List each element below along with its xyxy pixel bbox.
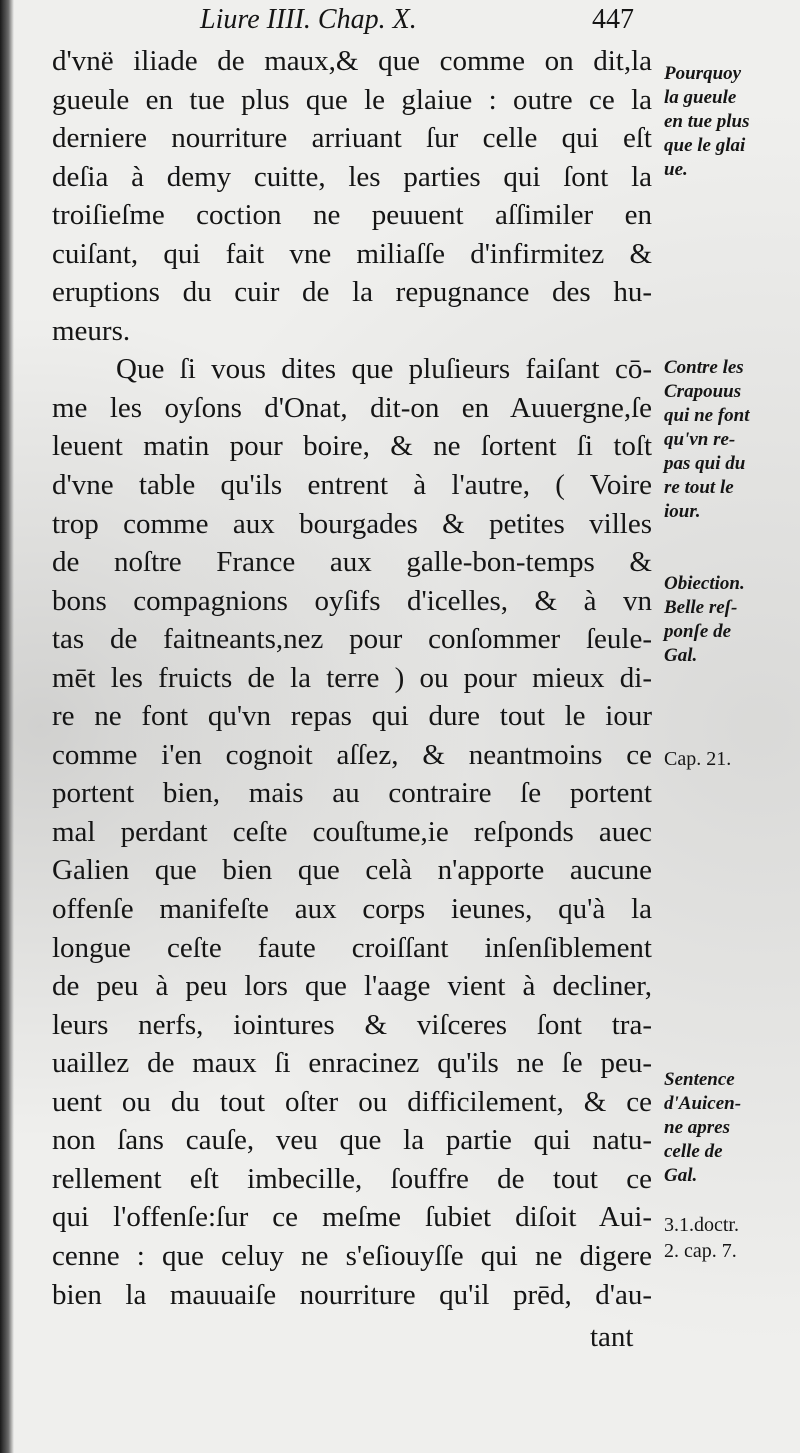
margin-note-gueule [664,62,794,182]
margin-note-line: iour. [664,501,701,522]
margin-note-line: que le glai [664,135,746,156]
text-line: de noſtre France aux galle-bon-temps & [52,546,652,579]
text-line: rellement eſt imbecille, ſouffre de tout ce [52,1162,652,1195]
text-line: deſia à demy cuitte, les parties qui ſont la [52,160,652,193]
margin-note-line: ponſe de [664,621,732,642]
margin-note-line: Belle reſ- [664,597,738,618]
text-line: longue ceſte faute croiſſant inſenſiblement [52,931,652,964]
text-line: trop comme aux bourgades & petites villes [52,507,652,540]
margin-note-line: Contre les [664,357,744,378]
text-line: portent bien, mais au contraire ſe portent [52,777,652,810]
page-gutter-shadow [0,0,14,1453]
text-line: tas de faitneants,nez pour conſommer ſeule- [52,623,652,656]
margin-note-line: ue. [664,159,688,180]
text-line: cenne : que celuy ne s'eſiouyſſe qui ne digere [52,1239,652,1272]
text-line: offenſe manifeſte aux corps ieunes, qu'à la [52,893,652,926]
margin-note-line: Obiection. [664,573,745,594]
text-line: uent ou du tout oſter ou difficilement, & ce [52,1085,652,1118]
text-line: mēt les fruicts de la terre ) ou pour mieux di- [52,661,652,694]
text-line: de peu à peu lors que l'aage vient à decliner, [52,970,652,1003]
running-head: Liure IIII. Chap. X. [200,4,417,35]
text-line: cuiſant, qui fait vne miliaſſe d'infirmitez & [52,237,652,270]
margin-note-crapouus [664,356,794,524]
text-line: leuent matin pour boire, & ne ſortent ſi toſt [52,430,652,463]
margin-note-line: qui ne font [664,405,750,426]
margin-ref-doctrine [664,1212,794,1264]
text-line: gueule en tue plus que le glaiue : outre ce la [52,83,652,116]
text-line: re ne font qu'vn repas qui dure tout le iour [52,700,652,733]
margin-note-line: qu'vn re- [664,429,736,450]
margin-note-line: Sentence [664,1069,735,1090]
margin-note-line: pas qui du [664,453,746,474]
page-number: 447 [592,4,634,35]
margin-note-line: Gal. [664,645,698,666]
margin-ref-chapter [664,746,794,772]
margin-note-line: celle de [664,1141,723,1162]
text-line: Que ſi vous dites que pluſieurs faiſant cō- [116,353,652,386]
text-line: bien la mauuaiſe nourriture qu'il prēd, d'au- [52,1278,652,1311]
text-line: comme i'en cognoit aſſez, & neantmoins ce [52,738,652,771]
margin-note-sentence [664,1068,794,1188]
margin-ref-line: 3.1.doctr. [664,1214,739,1236]
margin-note-line: Crapouus [664,381,742,402]
margin-note-line: ne apres [664,1117,730,1138]
margin-note-line: en tue plus [664,111,750,132]
margin-note-line: Gal. [664,1165,698,1186]
text-line: non ſans cauſe, veu que la partie qui natu- [52,1124,652,1157]
text-line: me les oyſons d'Onat, dit-on en Auuergne,ſe [52,391,652,424]
margin-note-obiection [664,572,794,668]
text-line: meurs. [52,314,131,347]
margin-note-line: la gueule [664,87,737,108]
margin-ref-line: 2. cap. 7. [664,1240,737,1262]
body-text [52,42,652,1314]
text-line: eruptions du cuir de la repugnance des hu- [52,276,652,309]
margin-ref-line: Cap. 21. [664,748,732,770]
catchword: tant [590,1321,634,1353]
margin-note-line: re tout le [664,477,734,498]
text-line: d'vne table qu'ils entrent à l'autre, ( Voire [52,469,652,502]
text-line: leurs nerfs, iointures & viſceres ſont tra- [52,1008,652,1041]
margin-note-line: Pourquoy [664,63,742,84]
text-line: qui l'offenſe:ſur ce meſme ſubiet diſoit Aui- [52,1201,652,1234]
text-line: d'vnë iliade de maux,& que comme on dit,la [52,45,652,77]
text-line: troiſieſme coction ne peuuent aſſimiler en [52,199,652,232]
text-line: Galien que bien que celà n'apporte aucune [52,854,652,887]
margin-note-line: d'Auicen- [664,1093,742,1114]
text-line: mal perdant ceſte couſtume,ie reſponds auec [52,815,652,848]
text-line: bons compagnions oyſifs d'icelles, & à vn [52,584,652,617]
text-line: derniere nourriture arriuant ſur celle qui eſt [52,122,652,155]
text-line: uaillez de maux ſi enracinez qu'ils ne ſe peu- [52,1047,652,1080]
